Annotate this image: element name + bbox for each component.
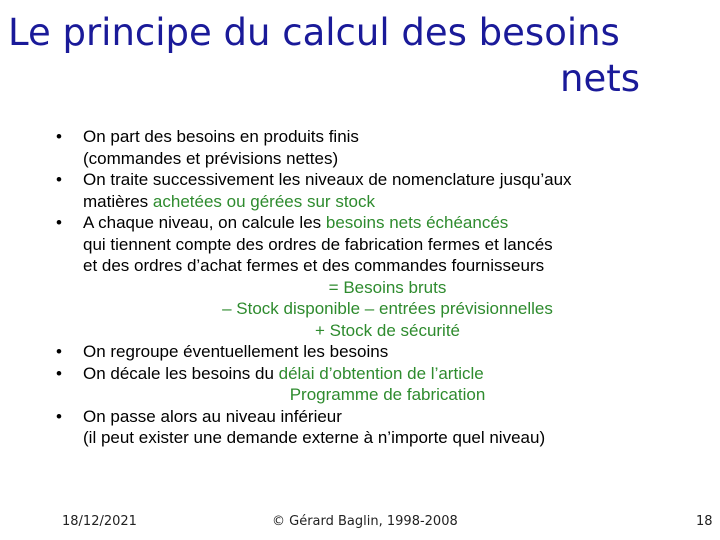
bullet-text <box>83 363 692 385</box>
formula-block <box>52 277 692 342</box>
bullet-icon: • <box>56 213 62 232</box>
bullet-icon: • <box>56 342 62 361</box>
highlight-text: achetées ou gérées sur stock <box>152 191 375 211</box>
bullet-text: On passe alors au niveau inférieur <box>83 406 342 426</box>
bullet-text: On part des besoins en produits finis <box>83 127 359 146</box>
title-line-1: Le principe du calcul des besoins <box>8 11 620 54</box>
bullet-item <box>52 341 692 363</box>
bullet-text <box>83 212 692 234</box>
bullet-text: (il peut exister une demande externe à n’importe quel niveau) <box>83 428 546 447</box>
highlight-text: besoins nets échéancés <box>325 213 509 232</box>
formula-line: – Stock disponible – entrées prévisionnelles <box>222 299 553 318</box>
program-label: Programme de fabrication <box>289 385 486 404</box>
bullet-icon: • <box>56 363 62 383</box>
footer-date: 18/12/2021 <box>62 514 137 529</box>
bullet-text: qui tiennent compte des ordres de fabrication fermes et lancés <box>83 234 553 254</box>
title-line-2: nets <box>560 57 640 100</box>
bullet-icon: • <box>56 127 62 146</box>
bullet-text-part: A chaque niveau, on calcule les <box>83 213 326 232</box>
bullet-text <box>83 191 692 213</box>
bullet-text: On traite successivement les niveaux de nomenclature jusqu’aux <box>83 170 572 189</box>
bullet-item <box>52 126 692 169</box>
bullet-text: et des ordres d’achat fermes et des commandes fournisseurs <box>83 256 545 275</box>
bullet-text-part: On décale les besoins du <box>83 363 279 383</box>
bullet-item <box>52 212 692 277</box>
bullet-item <box>52 169 692 212</box>
bullet-icon: • <box>56 170 62 189</box>
bullet-list <box>52 126 692 449</box>
bullet-icon: • <box>56 406 62 426</box>
highlight-text: délai d’obtention de l’article <box>278 363 484 383</box>
bullet-item <box>52 363 692 385</box>
bullet-text: (commandes et prévisions nettes) <box>83 148 339 168</box>
slide-title <box>8 10 640 102</box>
footer-page-number: 18 <box>696 514 713 529</box>
formula-line: + Stock de sécurité <box>314 320 461 340</box>
formula-line: = Besoins bruts <box>328 277 447 297</box>
footer-copyright: © Gérard Baglin, 1998-2008 <box>272 514 458 529</box>
bullet-text-part: matières <box>83 191 153 211</box>
bullet-text: On regroupe éventuellement les besoins <box>83 342 389 361</box>
bullet-item <box>52 406 692 449</box>
